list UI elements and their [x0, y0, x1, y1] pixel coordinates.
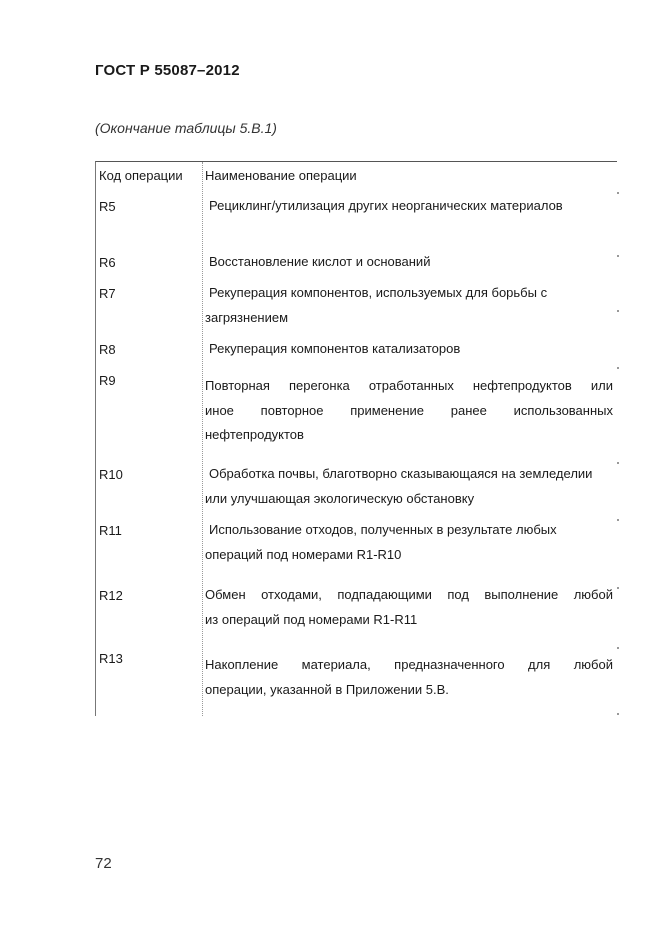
row-code-r13: R13: [99, 651, 123, 666]
row-name-r9: [205, 374, 613, 448]
row-code-r8: R8: [99, 342, 116, 357]
scan-mark: [617, 519, 619, 521]
column-divider: [202, 162, 203, 716]
row-name-r9-line1: Повторная перегонка отработанных нефтепродуктов или: [205, 378, 613, 393]
page-number: 72: [95, 855, 112, 872]
row-name-r13-line2: операции, указанной в Приложении 5.В.: [205, 681, 449, 697]
row-name-r9-line2: иное повторное применение ранее использованных: [205, 402, 613, 418]
row-code-r6: R6: [99, 255, 116, 270]
row-name-r12: [205, 583, 613, 632]
row-name-r6: Восстановление кислот и оснований: [209, 254, 431, 269]
scan-mark: [617, 587, 619, 589]
scan-mark: [617, 462, 619, 464]
column-header-code: Код операции: [99, 168, 183, 183]
scan-mark: [617, 192, 619, 194]
row-name-r7: Рекуперация компонентов, используемых для борьбы с загрязнением: [205, 285, 548, 325]
row-name-r8: Рекуперация компонентов катализаторов: [209, 341, 461, 356]
scan-mark: [617, 310, 619, 312]
row-code-r10: R10: [99, 467, 123, 482]
operations-table: [95, 161, 617, 716]
column-header-name: Наименование операции: [205, 168, 357, 183]
row-name-r13-line1: Накопление материала, предназначенного для любой: [205, 657, 613, 672]
document-header: ГОСТ Р 55087–2012: [95, 62, 240, 79]
scan-mark: [617, 255, 619, 257]
row-name-r12-line1: Обмен отходами, подпадающими под выполнение любой: [205, 587, 613, 602]
row-name-r9-line3: нефтепродуктов: [205, 427, 304, 442]
row-code-r11: R11: [99, 523, 122, 538]
row-name-r5: Рециклинг/утилизация других неорганических материалов: [209, 198, 563, 213]
scan-mark: [617, 713, 619, 715]
row-code-r7: R7: [99, 286, 116, 301]
row-name-r13: [205, 653, 613, 702]
row-code-r9: R9: [99, 373, 116, 388]
scan-mark: [617, 647, 619, 649]
row-name-r11: Использование отходов, полученных в результате любых операций под номерами R1-R10: [205, 522, 557, 562]
table-caption: (Окончание таблицы 5.В.1): [95, 120, 277, 136]
row-name-r10: Обработка почвы, благотворно сказывающаяся на земледелии или улучшающая экологическую обстановку: [205, 466, 593, 506]
row-code-r5: R5: [99, 199, 116, 214]
row-code-r12: R12: [99, 588, 123, 603]
row-name-r12-line2: из операций под номерами R1-R11: [205, 611, 418, 627]
scan-mark: [617, 367, 619, 369]
